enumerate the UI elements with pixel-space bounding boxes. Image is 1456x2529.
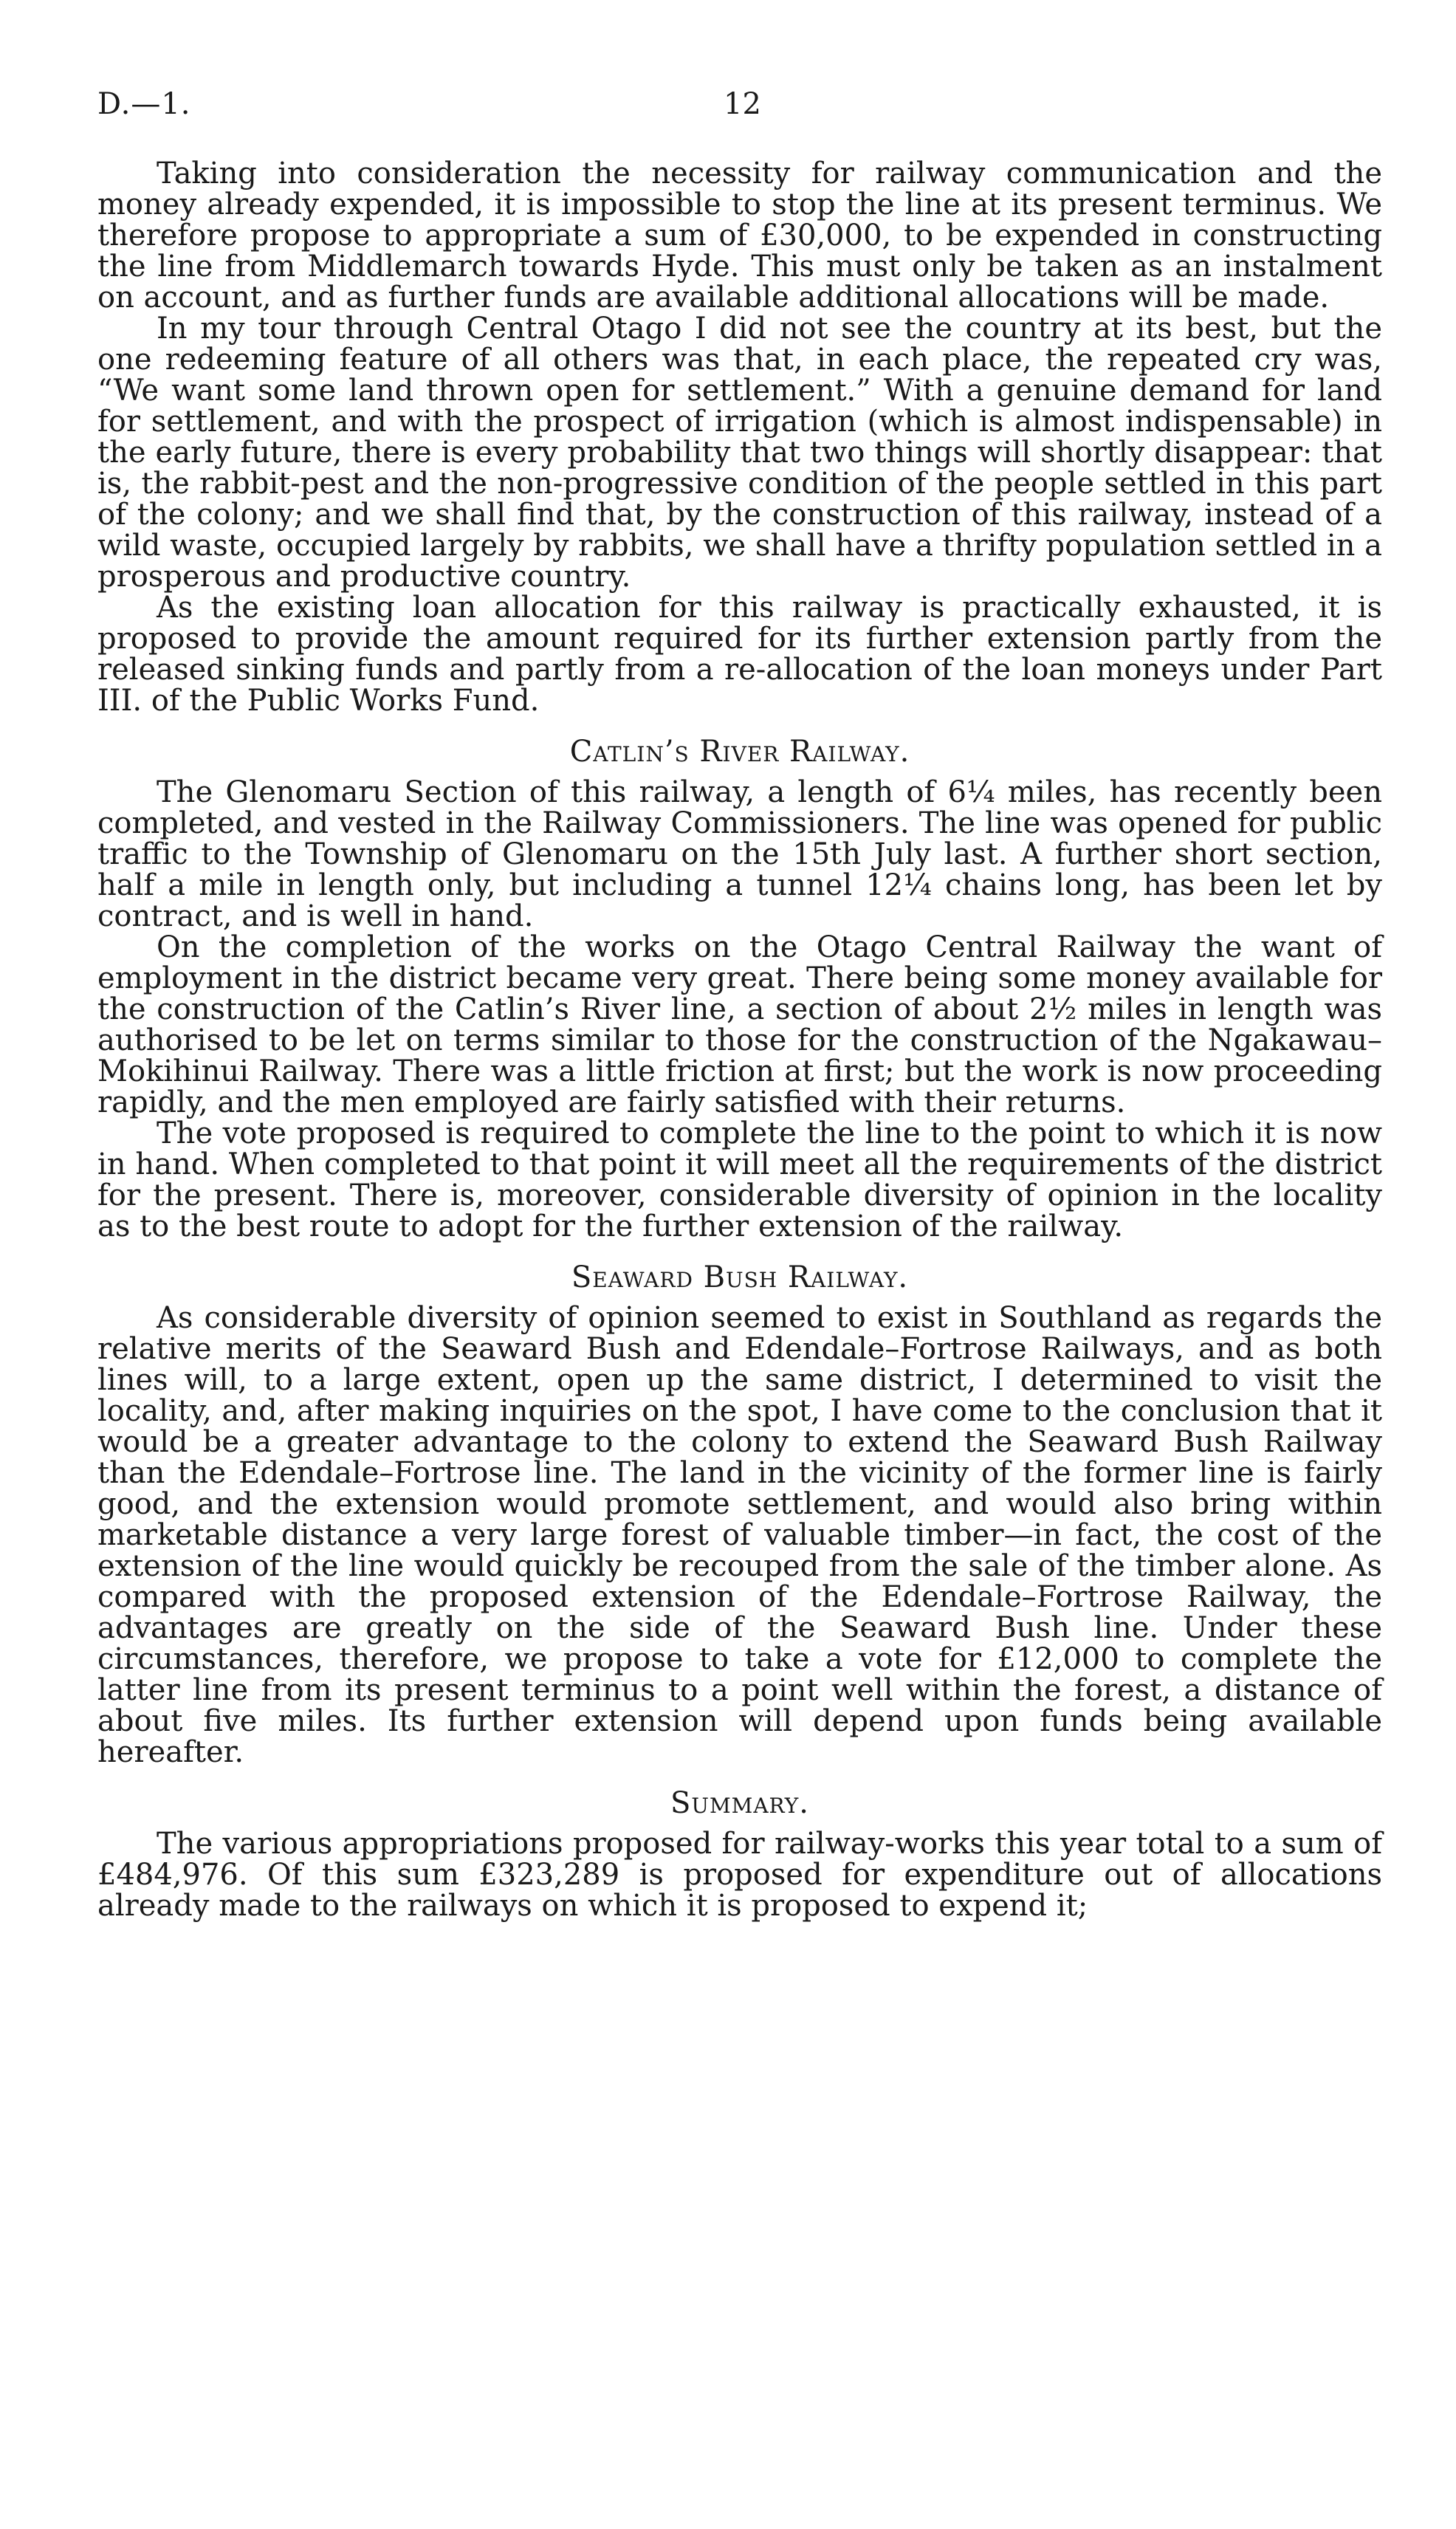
paragraph: The vote proposed is required to complete the line to the point to which it is now in hand. When completed to that point it will meet all the requirements of the district for the present. There is, moreover, considerable diversity of opinion in the locality as to the best route to adopt for the further extension of the railway. xyxy=(97,1116,1382,1243)
paragraph: As the existing loan allocation for this railway is practically exhausted, it is proposed to provide the amount required for its further extension partly from the released sinking funds and partly from a re-allocation of the loan moneys under Part III. of the Public Works Fund. xyxy=(97,591,1382,718)
section-heading-seaward-bush-railway: Seaward Bush Railway. xyxy=(571,1260,909,1294)
paragraph: On the completion of the works on the Otago Central Railway the want of employment in the district became very great. There being some money available for the construction of the Catlin’s River line, a section of about 2½ miles in length was authorised to be let on terms similar to those for the construction of the Ngakawau–Mokihinui Railway. There was a little friction at first; but the work is now proceeding rapidly, and the men employed are fairly satisfied with their returns. xyxy=(97,930,1382,1119)
paragraph: The various appropriations proposed for railway-works this year total to a sum of £484,976. Of this sum £323,289 is proposed for expenditure out of allocations already made to the railways on which it is proposed to expend it; xyxy=(97,1827,1382,1923)
document-reference: D.—1. xyxy=(97,87,191,121)
page-number: 12 xyxy=(724,87,761,121)
paragraph: The Glenomaru Section of this railway, a length of 6¼ miles, has recently been completed, and vested in the Railway Commissioners. The line was opened for public traffic to the Township of Glenomaru on the 15th July last. A further short section, half a mile in length only, but including a tunnel 12¼ chains long, has been let by contract, and is well in hand. xyxy=(97,775,1382,933)
page-header xyxy=(97,87,1382,131)
section-heading-catlins-river-railway: Catlin’s River Railway. xyxy=(569,735,910,769)
body-text xyxy=(97,158,1382,1921)
section-heading-summary: Summary. xyxy=(670,1786,809,1820)
paragraph: Taking into consideration the necessity for railway communication and the money already expended, it is impossible to stop the line at its present terminus. We therefore propose to appropriate a sum of £30,000, to be expended in constructing the line from Middlemarch towards Hyde. This must only be taken as an instalment on account, and as further funds are available additional allocations will be made. xyxy=(97,157,1382,315)
paragraph: As considerable diversity of opinion seemed to exist in Southland as regards the relative merits of the Seaward Bush and Edendale–Fortrose Railways, and as both lines will, to a large extent, open up the same district, I determined to visit the locality, and, after making inquiries on the spot, I have come to the conclusion that it would be a greater advantage to the colony to extend the Seaward Bush Railway than the Edendale–Fortrose line. The land in the vicinity of the former line is fairly good, and the extension would promote settlement, and would also bring within marketable distance a very large forest of valuable timber—in fact, the cost of the extension of the line would quickly be recouped from the sale of the timber alone. As compared with the proposed extension of the Edendale–Fortrose Railway, the advantages are greatly on the side of the Seaward Bush line. Under these circumstances, therefore, we propose to take a vote for £12,000 to complete the latter line from its present terminus to a point well within the forest, a distance of about five miles. Its further extension will depend upon funds being available hereafter. xyxy=(97,1301,1382,1769)
paragraph: In my tour through Central Otago I did not see the country at its best, but the one redeeming feature of all others was that, in each place, the repeated cry was, “We want some land thrown open for settlement.” With a genuine demand for land for settlement, and with the prospect of irrigation (which is almost indispensable) in the early future, there is every probability that two things will shortly disappear: that is, the rabbit-pest and the non-progressive condition of the people settled in this part of the colony; and we shall find that, by the construction of this railway, instead of a wild waste, occupied largely by rabbits, we shall have a thrifty population settled in a prosperous and productive country. xyxy=(97,312,1382,594)
